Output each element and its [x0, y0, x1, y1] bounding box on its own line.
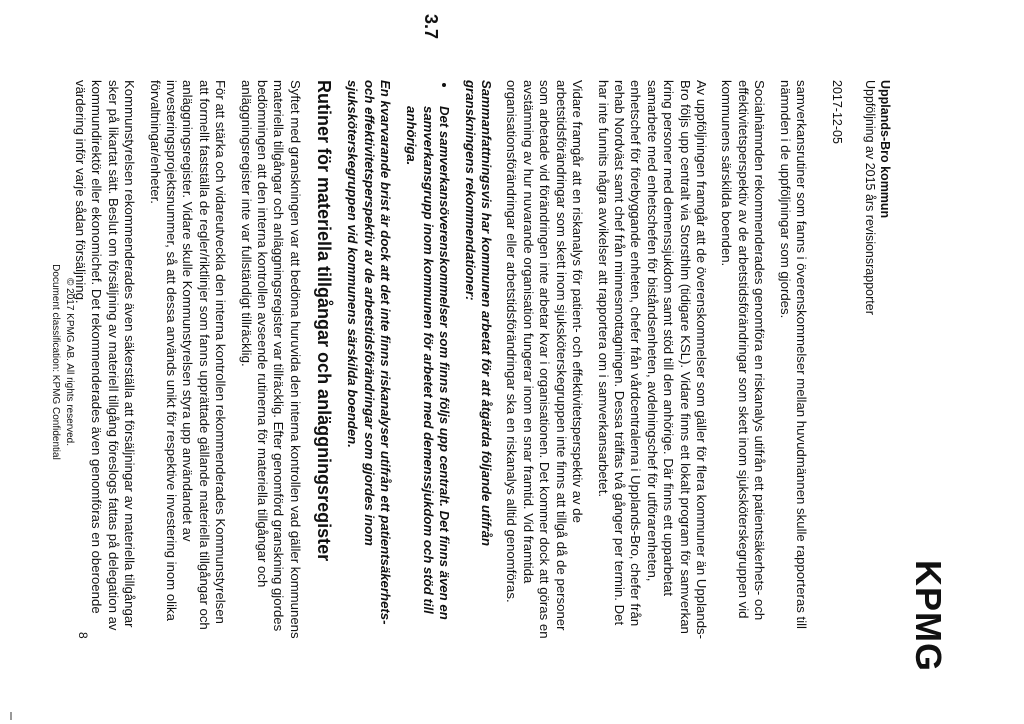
page-footer: [48, 0, 76, 724]
classification: Document classification: KPMG Confidential: [50, 264, 61, 460]
document-subtitle: Uppföljning av 2015 års revisionsrapporter: [863, 80, 877, 315]
paragraph: Syftet med granskningen var att bedöma huruvida den interna kontrollen vad gäller kommunens materiella tillgångar och anläggningsregister var tillräcklig. Efter genomförd granskning gjordes bedömningen att den interna kontrollen avseende rutinerna för materiella tillgångar och anläggningsregister inte var fullständigt tillräcklig.: [238, 80, 303, 639]
paragraph: samverkansrutiner som fanns i överenskommelser mellan huvudmännen skulle rapporteras till nämnden i de uppföljningar som gjordes.: [777, 80, 809, 629]
paragraph: Vidare framgår att en riskanalys för patient- och effektivitetsperspektiv av de arbetstidsförändringar som skett inom sjuksköterskegruppen inte finns att tillgå då de personer som arbetade vid förändringen inte arbetar kvar i organisationen. Det kommer dock att göras en avstämning av hur nuvarande organisation fungerar inom en snar framtid. Vid framtida organisationsförändringar eller arbetstidsförändringar ska en riskanalys alltid genomföras.: [504, 80, 586, 639]
document-body: [63, 80, 809, 640]
section-title: Rutiner för materiella tillgångar och anläggningsregister: [313, 80, 334, 562]
paragraph: För att stärka och vidareutveckla den interna kontrollen rekommenderades Kommunstyrelsen att formellt fastställa de regler/riktlinjer som fanns upprättade gällande materiella tillgångar och anläggningsregister. Vidare skulle Kommunstyrelsen styra upp användandet av investeringsprojektsnummer, så att dessa används unikt för respektive investering inom olika förvaltningar/enheter.: [147, 80, 229, 630]
municipality-name: Upplands-Bro kommun: [878, 80, 892, 219]
copyright: © 2017 KPMG AB. All rights reserved.: [64, 278, 75, 446]
paragraph: Kommunstyrelsen rekommenderades även säkerställa att försäljningar av materiella tillgångar sker på likartat sätt. Beslut om försäljning av materiell tillgång föreslogs fattas på delegation av kommundirektör eller ekonomichef. Det rekommenderades även genomföras en oberoende värdering inför varje sådan försäljning.: [72, 80, 138, 631]
paragraph: Socialnämnden rekommenderades genomföra en riskanalys utifrån ett patientsäkerhets- och effektivitetsperspektiv av de arbetstidsförändringar som skett inom sjuksköterskegruppen vid kommunens särskilda boenden.: [719, 80, 768, 621]
document-date: 2017-12-05: [830, 80, 844, 144]
page-number: 8: [76, 632, 90, 639]
scan-mark: [10, 712, 12, 720]
summary-list: [403, 80, 452, 640]
document-header: [862, 80, 892, 640]
section-number: 3.7: [421, 14, 441, 40]
paragraph: Av uppföljningen framgår att de överenskommelser som gäller för flera kommuner än Upplands-Bro följs upp centralt via Storsthlm (tidigare KSL). Vidare finns ett lokalt program för samverkan kring personer med demenssjukdom samt stöd till den anhörige. Där finns ett upparbetat samarbete med enhetschefen för biståndsenheten, avdelningschef för utförarenheten, enhetschef för förebyggande enheten, chefer från vårdcentralerna i Upplands-Bro, chefer från rehab Nordväst samt chef från minnesmottagningen. Dessa träffas två gånger per termin. Det har inte funnits några avvikelser att rapportera om i samverkansarbetet.: [595, 80, 709, 640]
summary-bullet: • Det samverkansöverenskommelser som finns följs upp centralt. Det finns även en samverkansgrupp inom kommunen för arbetet med demenssjukdom och stöd till anhöriga.: [403, 98, 452, 640]
kpmg-logo: KPMG: [908, 560, 949, 672]
summary-intro: Sammanfattningsvis har kommunen arbetat för att åtgärda följande utifrån granskningens rekommendationer:: [462, 80, 495, 547]
remaining-gap: En kvarvarande brist är dock att det inte finns riskanalyser utifrån ett patientsäkerhets- och effektivitetsperspektiv av de arbetstidsförändringar som gjordes inom sjuksköterskegruppen vid kommunens särskilda boenden.: [345, 80, 394, 625]
